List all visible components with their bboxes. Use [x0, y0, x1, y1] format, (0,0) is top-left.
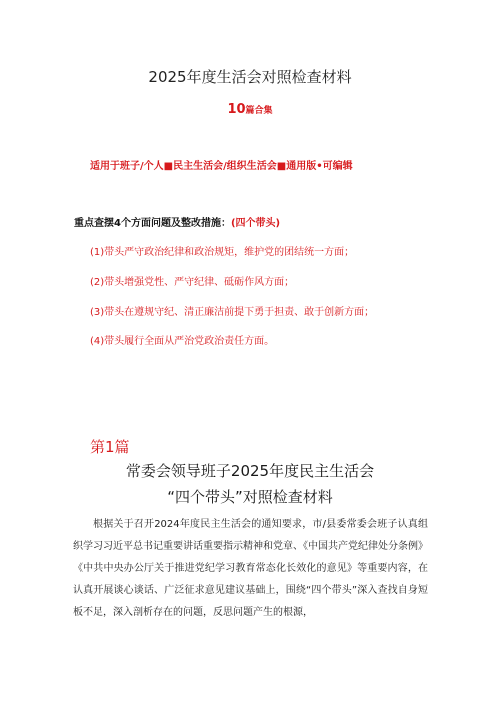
- focus-item: (2)带头增强党性、严守纪律、砥砺作风方面；: [90, 277, 295, 288]
- focus-item: (3)带头在遵规守纪、清正廉洁前提下勇于担责、敢于创新方面；: [90, 307, 375, 318]
- collection-count: 10: [227, 102, 246, 117]
- focus-label: 重点查摆4个方面问题及整改措施：: [74, 218, 231, 229]
- article-title-line-2: “四个带头”对照检查材料: [167, 488, 333, 506]
- article-body-paragraph: 根据关于召开2024年度民主生活会的通知要求，市/县委常委会班子认真组织学习习近平总书记重要讲话重要指示精神和党章、《中国共产党纪律处分条例》《中共中央办公厅关于推进党纪学习教育常态化长效化的意见》等重要内容，在认真开展谈心谈话、广泛征求意见建议基础上，围绕“四个带头”深入查找自身短板不足，深入剖析存在的问题，反思问题产生的根源，: [73, 519, 428, 618]
- article-title-line-1: 常委会领导班子2025年度民主生活会: [125, 462, 375, 480]
- collection-label: 篇合集: [245, 106, 273, 116]
- focus-item: (1)带头严守政治纪律和政治规矩，维护党的团结统一方面；: [90, 247, 355, 258]
- focus-item: (4)带头履行全面从严治党政治责任方面。: [90, 336, 275, 347]
- main-title: 2025年度生活会对照检查材料: [148, 68, 352, 86]
- focus-heading: [74, 214, 280, 229]
- collection-subtitle: [0, 102, 500, 117]
- applicability-line: 适用于班子/个人■民主生活会/组织生活会■通用版•可编辑: [90, 161, 353, 172]
- article-number: 第1篇: [90, 438, 130, 456]
- focus-tag: (四个带头): [230, 218, 281, 229]
